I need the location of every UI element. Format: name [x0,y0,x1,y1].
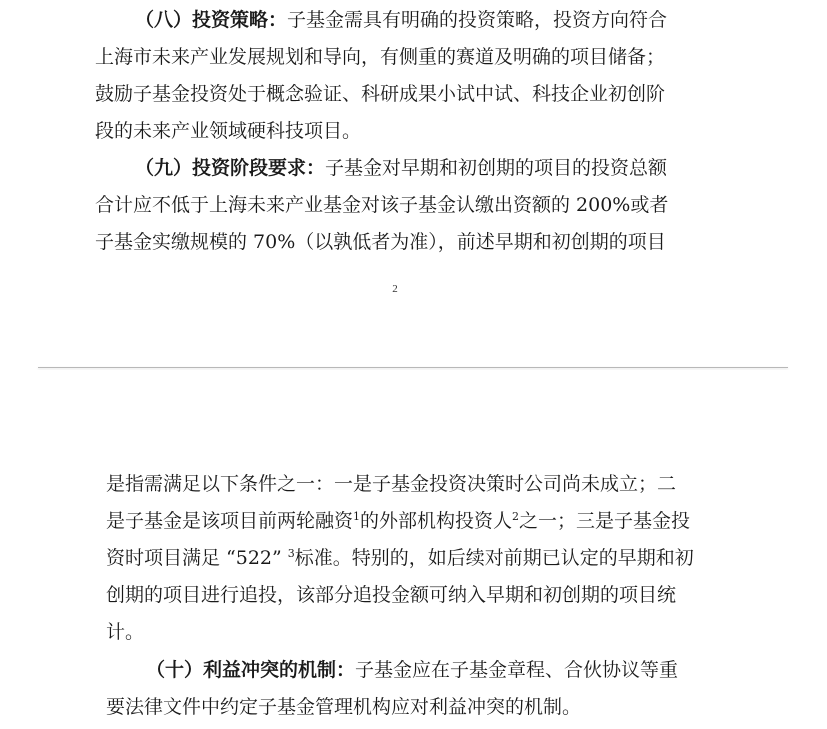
paragraph-line [95,150,715,187]
paragraph-line: 鼓励子基金投资处于概念验证、科研成果小试中试、科技企业初创阶 [95,83,666,105]
paragraph-line: 子基金实缴规模的 70%（以孰低者为准），前述早期和初创期的项目 [95,231,666,253]
paragraph-line: 要法律文件中约定子基金管理机构应对利益冲突的机制。 [106,696,582,718]
paragraph-text: 子基金对早期和初创期的项目的投资总额 [325,157,668,179]
paragraph-line: 计。 [106,621,145,643]
paragraph-text: 的外部机构投资人 [360,510,513,532]
paragraph-text: 资时项目满足 “522” [106,547,288,569]
section-heading: （九）投资阶段要求： [135,157,326,179]
paragraph-investment-stage [95,150,715,261]
paragraph-text: 是子基金是该项目前两轮融资 [106,510,354,532]
paragraph-investment-stage-continued [106,466,726,651]
paragraph-line [95,2,715,39]
section-heading: （八）投资策略： [135,9,288,31]
footnote-marker[interactable]: 2 [512,510,520,523]
paragraph-text: 子基金应在子基金章程、合伙协议等重 [355,659,679,681]
paragraph-text: 子基金需具有明确的投资策略，投资方向符合 [287,9,668,31]
section-heading: （十）利益冲突的机制： [146,659,356,681]
paragraph-text: 标准。特别的，如后续对前期已认定的早期和初 [294,547,694,569]
paragraph-line: 合计应不低于上海未来产业基金对该子基金认缴出资额的 200%或者 [95,194,669,216]
paragraph-text: 之一；三是子基金投 [519,510,691,532]
paragraph-line: 上海市未来产业发展规划和导向，有侧重的赛道及明确的项目储备； [95,46,666,68]
paragraph-line [106,503,726,540]
paragraph-investment-strategy [95,2,715,150]
paragraph-line [106,652,726,689]
footnote-marker[interactable]: 3 [287,547,295,560]
paragraph-conflict-of-interest [106,652,726,726]
paragraph-line: 段的未来产业领域硬科技项目。 [95,120,362,142]
paragraph-line [106,540,726,577]
page-number: 2 [392,283,398,295]
page-divider [38,367,788,368]
paragraph-line: 创期的项目进行追投，该部分追投金额可纳入早期和初创期的项目统 [106,584,677,606]
paragraph-line: 是指需满足以下条件之一：一是子基金投资决策时公司尚未成立；二 [106,473,677,495]
document-page-bottom [0,370,827,729]
footnote-marker[interactable]: 1 [353,510,361,523]
